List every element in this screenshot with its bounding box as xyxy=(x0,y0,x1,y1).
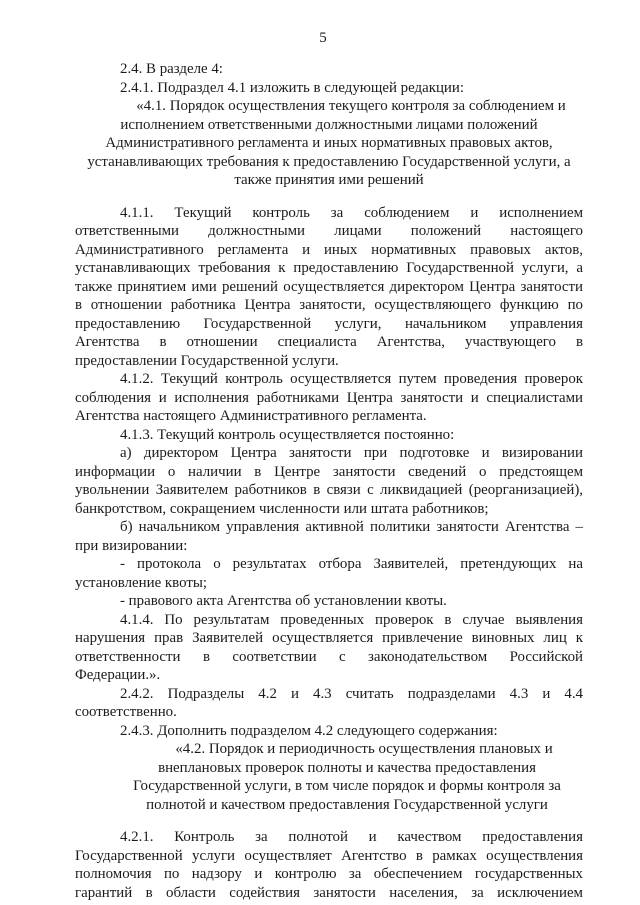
text-line: Агентства в отношении специалиста Агентства, участвующего в xyxy=(75,334,583,350)
text-line: соответственно. xyxy=(75,704,177,720)
text-line: нарушения прав Заявителей осуществляется привлечение виновных лиц к xyxy=(75,630,583,646)
paragraph-item-b xyxy=(75,518,583,555)
paragraph-item-a xyxy=(75,444,583,518)
text-line: Государственной услуги осуществляет Агентство в рамках осуществления xyxy=(75,847,583,864)
text-line: 4.1.4. По результатам проведенных проверок в случае выявления xyxy=(120,611,583,628)
heading-line: Государственной услуги, в том числе порядок и формы контроля за xyxy=(133,778,561,794)
document-body xyxy=(75,60,583,902)
heading-line: полнотой и качеством предоставления Государственной услуги xyxy=(146,796,548,813)
text-line: 4.1.1. Текущий контроль за соблюдением и исполнением xyxy=(120,204,583,221)
paragraph-dash-protocol xyxy=(75,555,583,592)
paragraph-4-2-1 xyxy=(75,828,583,902)
text-line: а) директором Центра занятости при подготовке и визировании xyxy=(120,445,583,461)
text-line: увольнении Заявителем работников в связи с ликвидацией (реорганизацией), xyxy=(75,482,583,498)
paragraph-2-4 xyxy=(75,60,583,79)
text-line: б) начальником управления активной политики занятости Агентства – xyxy=(120,519,583,535)
text-line: ответственности в соответствии с законодательством Российской xyxy=(75,648,583,665)
text-line: установление квоты; xyxy=(75,574,207,591)
paragraph-4-1-3 xyxy=(75,426,583,445)
text-line: 2.4. В разделе 4: xyxy=(120,61,223,77)
page-number: 5 xyxy=(319,30,327,46)
text-line: ответственными должностными лицами положений настоящего xyxy=(75,223,583,239)
text-line: 2.4.2. Подразделы 4.2 и 4.3 считать подразделами 4.3 и 4.4 xyxy=(120,685,583,702)
paragraph-2-4-2 xyxy=(75,685,583,722)
heading-line: Административного регламента и иных нормативных правовых актов, xyxy=(105,135,553,151)
paragraph-dash-legal-act xyxy=(75,592,583,611)
paragraph-4-1-4 xyxy=(75,611,583,685)
text-line: - протокола о результатах отбора Заявителей, претендующих на xyxy=(120,556,583,572)
text-line: также принятием ими решений осуществляется директором Центра занятости xyxy=(75,278,583,295)
text-line: устанавливающих требования к предоставлению Государственной услуги, а xyxy=(75,260,583,276)
text-line: предоставлении Государственной услуги. xyxy=(75,352,339,369)
heading-line: устанавливающих требования к предоставлению Государственной услуги, а xyxy=(87,153,571,170)
text-line: Агентства настоящего Административного регламента. xyxy=(75,408,427,424)
text-line: Административного регламента и иных нормативных правовых актов, xyxy=(75,241,583,258)
text-line: 4.1.2. Текущий контроль осуществляется путем проведения проверок xyxy=(120,371,583,387)
paragraph-2-4-3 xyxy=(75,722,583,741)
text-line: Федерации.». xyxy=(75,667,161,683)
text-line: 2.4.1. Подраздел 4.1 изложить в следующей редакции: xyxy=(120,79,464,96)
text-line: предоставлению Государственной услуги, начальником управления xyxy=(75,315,583,332)
text-line: банкротством, сокращением численности или штата работников; xyxy=(75,500,489,517)
section-heading-4-1 xyxy=(75,97,583,190)
text-line: соблюдения и исполнения работниками Центра занятости и специалистами xyxy=(75,389,583,406)
text-line: 2.4.3. Дополнить подразделом 4.2 следующего содержания: xyxy=(120,722,498,739)
paragraph-4-1-1 xyxy=(75,204,583,371)
section-heading-4-2 xyxy=(75,740,583,814)
text-line: полномочия по надзору и контролю за обеспечением государственных xyxy=(75,866,583,882)
heading-line: «4.1. Порядок осуществления текущего контроля за соблюдением и xyxy=(136,98,566,114)
text-line: в отношении работника Центра занятости, осуществляющего функцию по xyxy=(75,297,583,313)
text-line: - правового акта Агентства об установлении квоты. xyxy=(120,593,447,609)
heading-line: «4.2. Порядок и периодичность осуществления плановых и xyxy=(175,741,553,757)
text-line: информации о наличии в Центре занятости сведений о предстоящем xyxy=(75,463,583,480)
text-line: гарантий в области содействия занятости населения, за исключением xyxy=(75,884,583,901)
heading-line: внеплановых проверок полноты и качества предоставления xyxy=(158,759,536,776)
paragraph-4-1-2 xyxy=(75,370,583,426)
heading-line: также принятия ими решений xyxy=(234,172,424,188)
heading-line: исполнением ответственными должностными лицами положений xyxy=(120,116,538,133)
text-line: 4.2.1. Контроль за полнотой и качеством предоставления xyxy=(120,829,583,845)
text-line: при визировании: xyxy=(75,537,188,554)
paragraph-2-4-1 xyxy=(75,79,583,98)
text-line: 4.1.3. Текущий контроль осуществляется постоянно: xyxy=(120,426,455,443)
